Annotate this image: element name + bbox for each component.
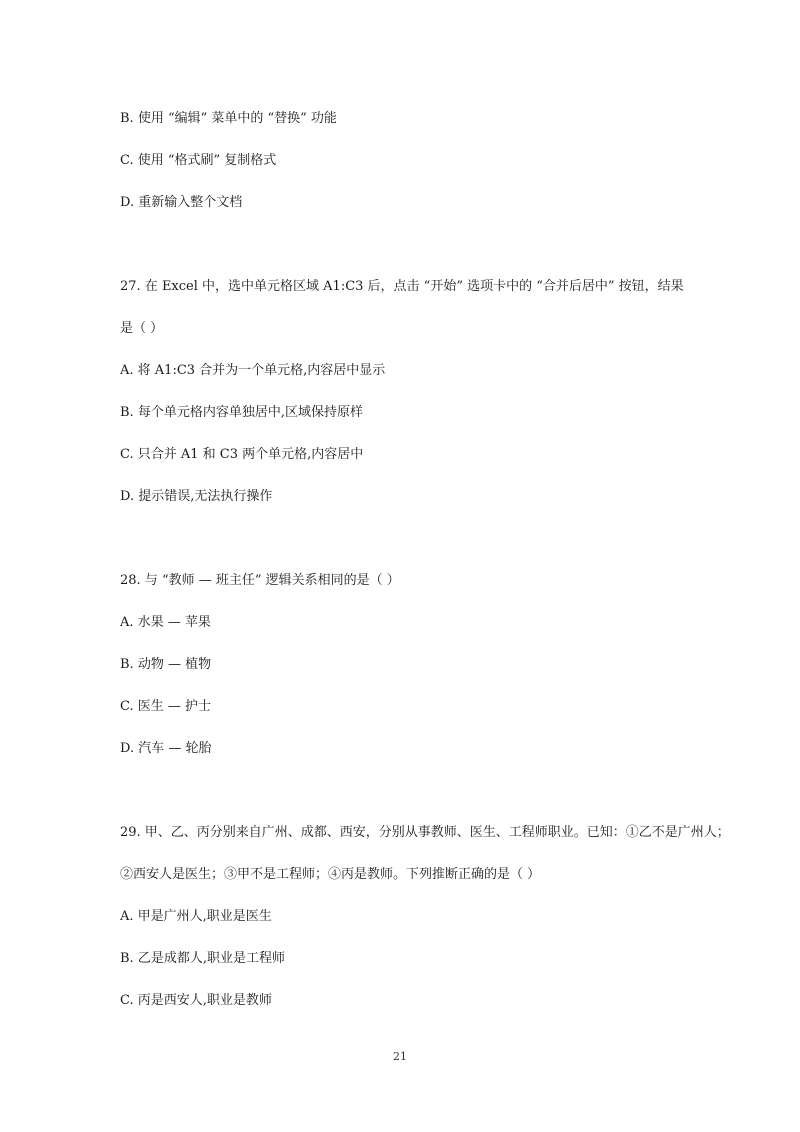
option-26-d: D. 重新输入整个文档 [120,195,243,210]
question-29-line-2: ②西安人是医生；③甲不是工程师；④丙是教师。下列推断正确的是（ ） [120,867,541,882]
question-27-line-2: 是（ ） [120,321,164,336]
question-28: 28. 与 “教师 — 班主任” 逻辑关系相同的是（ ） [120,573,400,588]
option-29-b: B. 乙是成都人,职业是工程师 [120,951,285,966]
option-28-a: A. 水果 — 苹果 [120,615,211,630]
question-27-line-1: 27. 在 Excel 中，选中单元格区域 A1:C3 后，点击 “开始” 选项卡中的 “合并后居中” 按钮，结果 [120,279,684,294]
page-number: 21 [393,1050,407,1063]
option-28-b: B. 动物 — 植物 [120,657,212,672]
option-29-a: A. 甲是广州人,职业是医生 [120,909,272,924]
option-27-a: A. 将 A1:C3 合并为一个单元格,内容居中显示 [120,363,386,378]
option-27-c: C. 只合并 A1 和 C3 两个单元格,内容居中 [120,447,364,462]
option-26-c: C. 使用 “格式刷” 复制格式 [120,153,277,168]
option-27-b: B. 每个单元格内容单独居中,区域保持原样 [120,405,363,420]
option-28-c: C. 医生 — 护士 [120,699,212,714]
option-27-d: D. 提示错误,无法执行操作 [120,489,273,504]
option-26-b: B. 使用 “编辑” 菜单中的 “替换” 功能 [120,111,337,126]
option-28-d: D. 汽车 — 轮胎 [120,741,212,756]
question-29-line-1: 29. 甲、乙、丙分别来自广州、成都、西安，分别从事教师、医生、工程师职业。已知：①乙不是广州人； [120,825,730,840]
option-29-c: C. 丙是西安人,职业是教师 [120,993,272,1008]
